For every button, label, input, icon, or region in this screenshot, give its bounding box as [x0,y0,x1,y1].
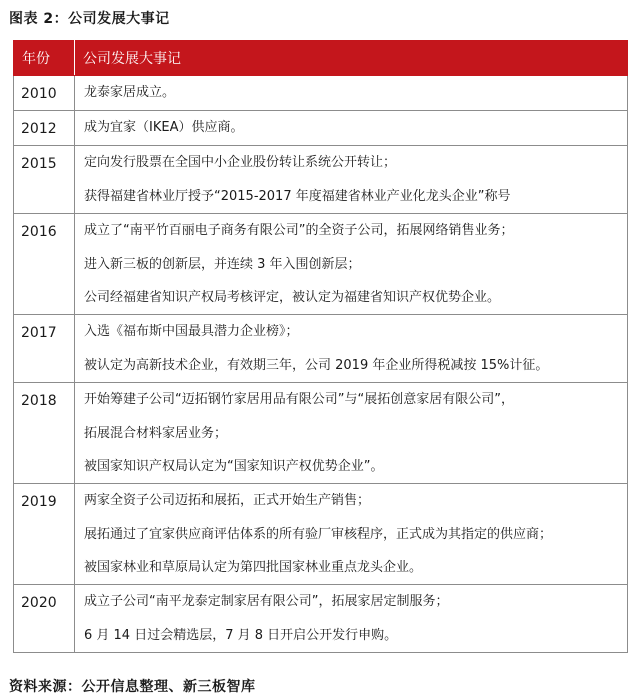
event-line: 被国家林业和草原局认定为第四批国家林业重点龙头企业。 [84,560,423,575]
row-year: 2016 [14,214,75,315]
event-line: 定向发行股票在全国中小企业股份转让系统公开转让； [84,155,397,170]
event-line: 两家全资子公司迈拓和展拓，正式开始生产销售； [84,493,371,508]
row-year: 2012 [14,111,75,146]
event-line: 公司经福建省知识产权局考核评定，被认定为福建省知识产权优势企业。 [84,290,501,305]
row-events [75,214,628,315]
event-line: 成立子公司“南平龙泰定制家居有限公司”，拓展家居定制服务； [84,594,449,609]
event-line: 展拓通过了宜家供应商评估体系的所有验厂审核程序，正式成为其指定的供应商； [84,527,553,542]
event-line: 获得福建省林业厅授予“2015-2017 年度福建省林业产业化龙头企业”称号 [84,189,511,204]
row-events [75,383,628,484]
event-line: 成立了“南平竹百丽电子商务有限公司”的全资子公司，拓展网络销售业务； [84,223,514,238]
row-year: 2020 [14,585,75,653]
event-line: 被认定为高新技术企业，有效期三年，公司 2019 年企业所得税减按 15%计征。 [84,358,549,373]
header-year: 年份 [14,41,75,76]
event-line: 入选《福布斯中国最具潜力企业榜》； [84,324,299,339]
row-year: 2015 [14,146,75,214]
event-line: 开始筹建子公司“迈拓钢竹家居用品有限公司”与“展拓创意家居有限公司”， [84,392,514,407]
event-line: 拓展混合材料家居业务； [84,426,228,441]
row-events [75,585,628,653]
row-events [75,315,628,383]
table-header-row [14,41,628,76]
row-year: 2018 [14,383,75,484]
event-line: 进入新三板的创新层，并连续 3 年入围创新层； [84,257,361,272]
row-events [75,111,628,146]
table-row [14,315,628,383]
figure-caption: 图表 2：公司发展大事记 [9,11,170,27]
row-events [75,76,628,111]
row-year: 2017 [14,315,75,383]
table-body [14,76,628,653]
source-note: 资料来源：公开信息整理、新三板智库 [9,679,256,695]
event-line: 6 月 14 日过会精选层，7 月 8 日开启公开发行申购。 [84,628,398,643]
event-line: 成为宜家（IKEA）供应商。 [84,120,244,135]
header-event: 公司发展大事记 [75,41,628,76]
event-line: 龙泰家居成立。 [84,85,176,100]
table-row [14,585,628,653]
event-line: 被国家知识产权局认定为“国家知识产权优势企业”。 [84,459,384,474]
table-row [14,214,628,315]
company-milestones-table [13,40,628,653]
row-events [75,146,628,214]
row-year: 2010 [14,76,75,111]
table-row [14,146,628,214]
row-events [75,484,628,585]
table-row [14,383,628,484]
table-row [14,484,628,585]
table-row [14,111,628,146]
row-year: 2019 [14,484,75,585]
table-row [14,76,628,111]
